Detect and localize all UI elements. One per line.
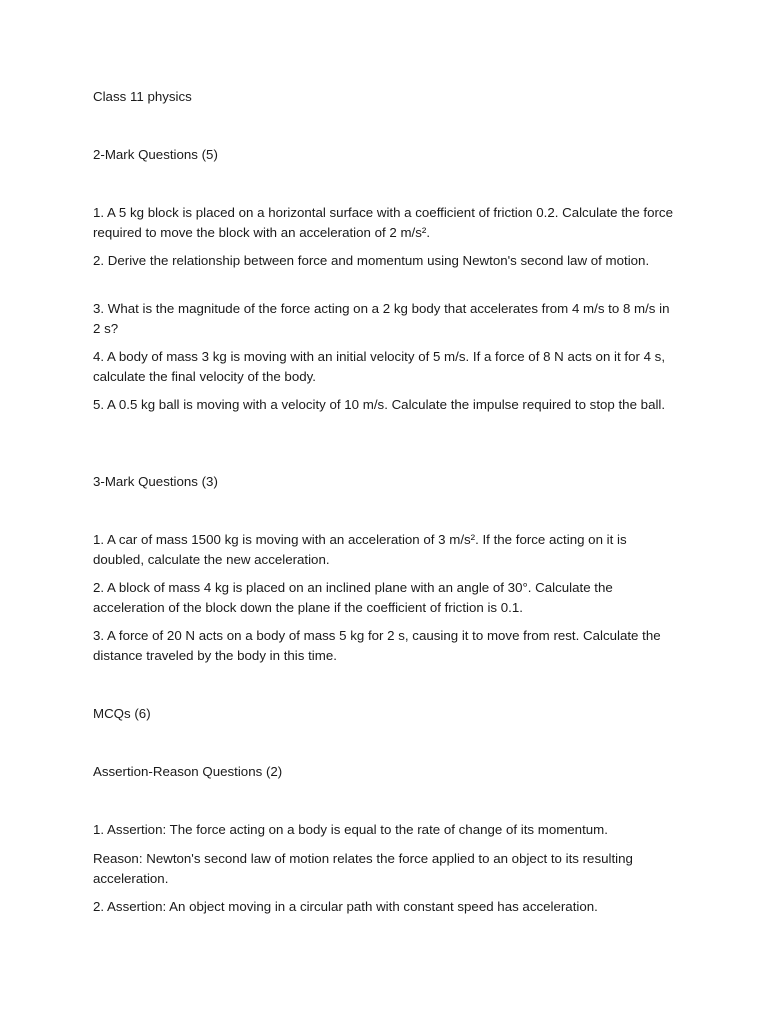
section-heading-assertion-reason: Assertion-Reason Questions (2)	[93, 764, 283, 779]
section-heading-mcq: MCQs (6)	[93, 706, 151, 721]
question-item: 1. A 5 kg block is placed on a horizontal surface with a coefficient of friction 0.2. Calculate the force required to move the block with an acceleration of 2 m/s².	[93, 205, 673, 240]
question-item: 5. A 0.5 kg ball is moving with a velocity of 10 m/s. Calculate the impulse required to stop the ball.	[93, 397, 666, 412]
document-title: Class 11 physics	[93, 89, 192, 104]
question-item: 4. A body of mass 3 kg is moving with an initial velocity of 5 m/s. If a force of 8 N acts on it for 4 s, calculate the final velocity of the body.	[93, 349, 666, 384]
reason-item: Reason: Newton's second law of motion relates the force applied to an object to its resulting acceleration.	[93, 851, 633, 886]
question-item: 2. A block of mass 4 kg is placed on an inclined plane with an angle of 30°. Calculate the acceleration of the block down the plane if the coefficient of friction is 0.1.	[93, 580, 613, 615]
question-item: 3. A force of 20 N acts on a body of mass 5 kg for 2 s, causing it to move from rest. Calculate the distance traveled by the body in this time.	[93, 628, 661, 663]
section-heading-three-mark: 3-Mark Questions (3)	[93, 474, 218, 489]
section-heading-two-mark: 2-Mark Questions (5)	[93, 147, 218, 162]
question-item: 2. Derive the relationship between force and momentum using Newton's second law of motion.	[93, 253, 650, 268]
question-item: 1. A car of mass 1500 kg is moving with an acceleration of 3 m/s². If the force acting on it is doubled, calculate the new acceleration.	[93, 532, 627, 567]
question-item: 3. What is the magnitude of the force acting on a 2 kg body that accelerates from 4 m/s to 8 m/s in 2 s?	[93, 301, 670, 336]
assertion-item: 2. Assertion: An object moving in a circular path with constant speed has acceleration.	[93, 899, 598, 914]
assertion-item: 1. Assertion: The force acting on a body is equal to the rate of change of its momentum.	[93, 822, 608, 837]
